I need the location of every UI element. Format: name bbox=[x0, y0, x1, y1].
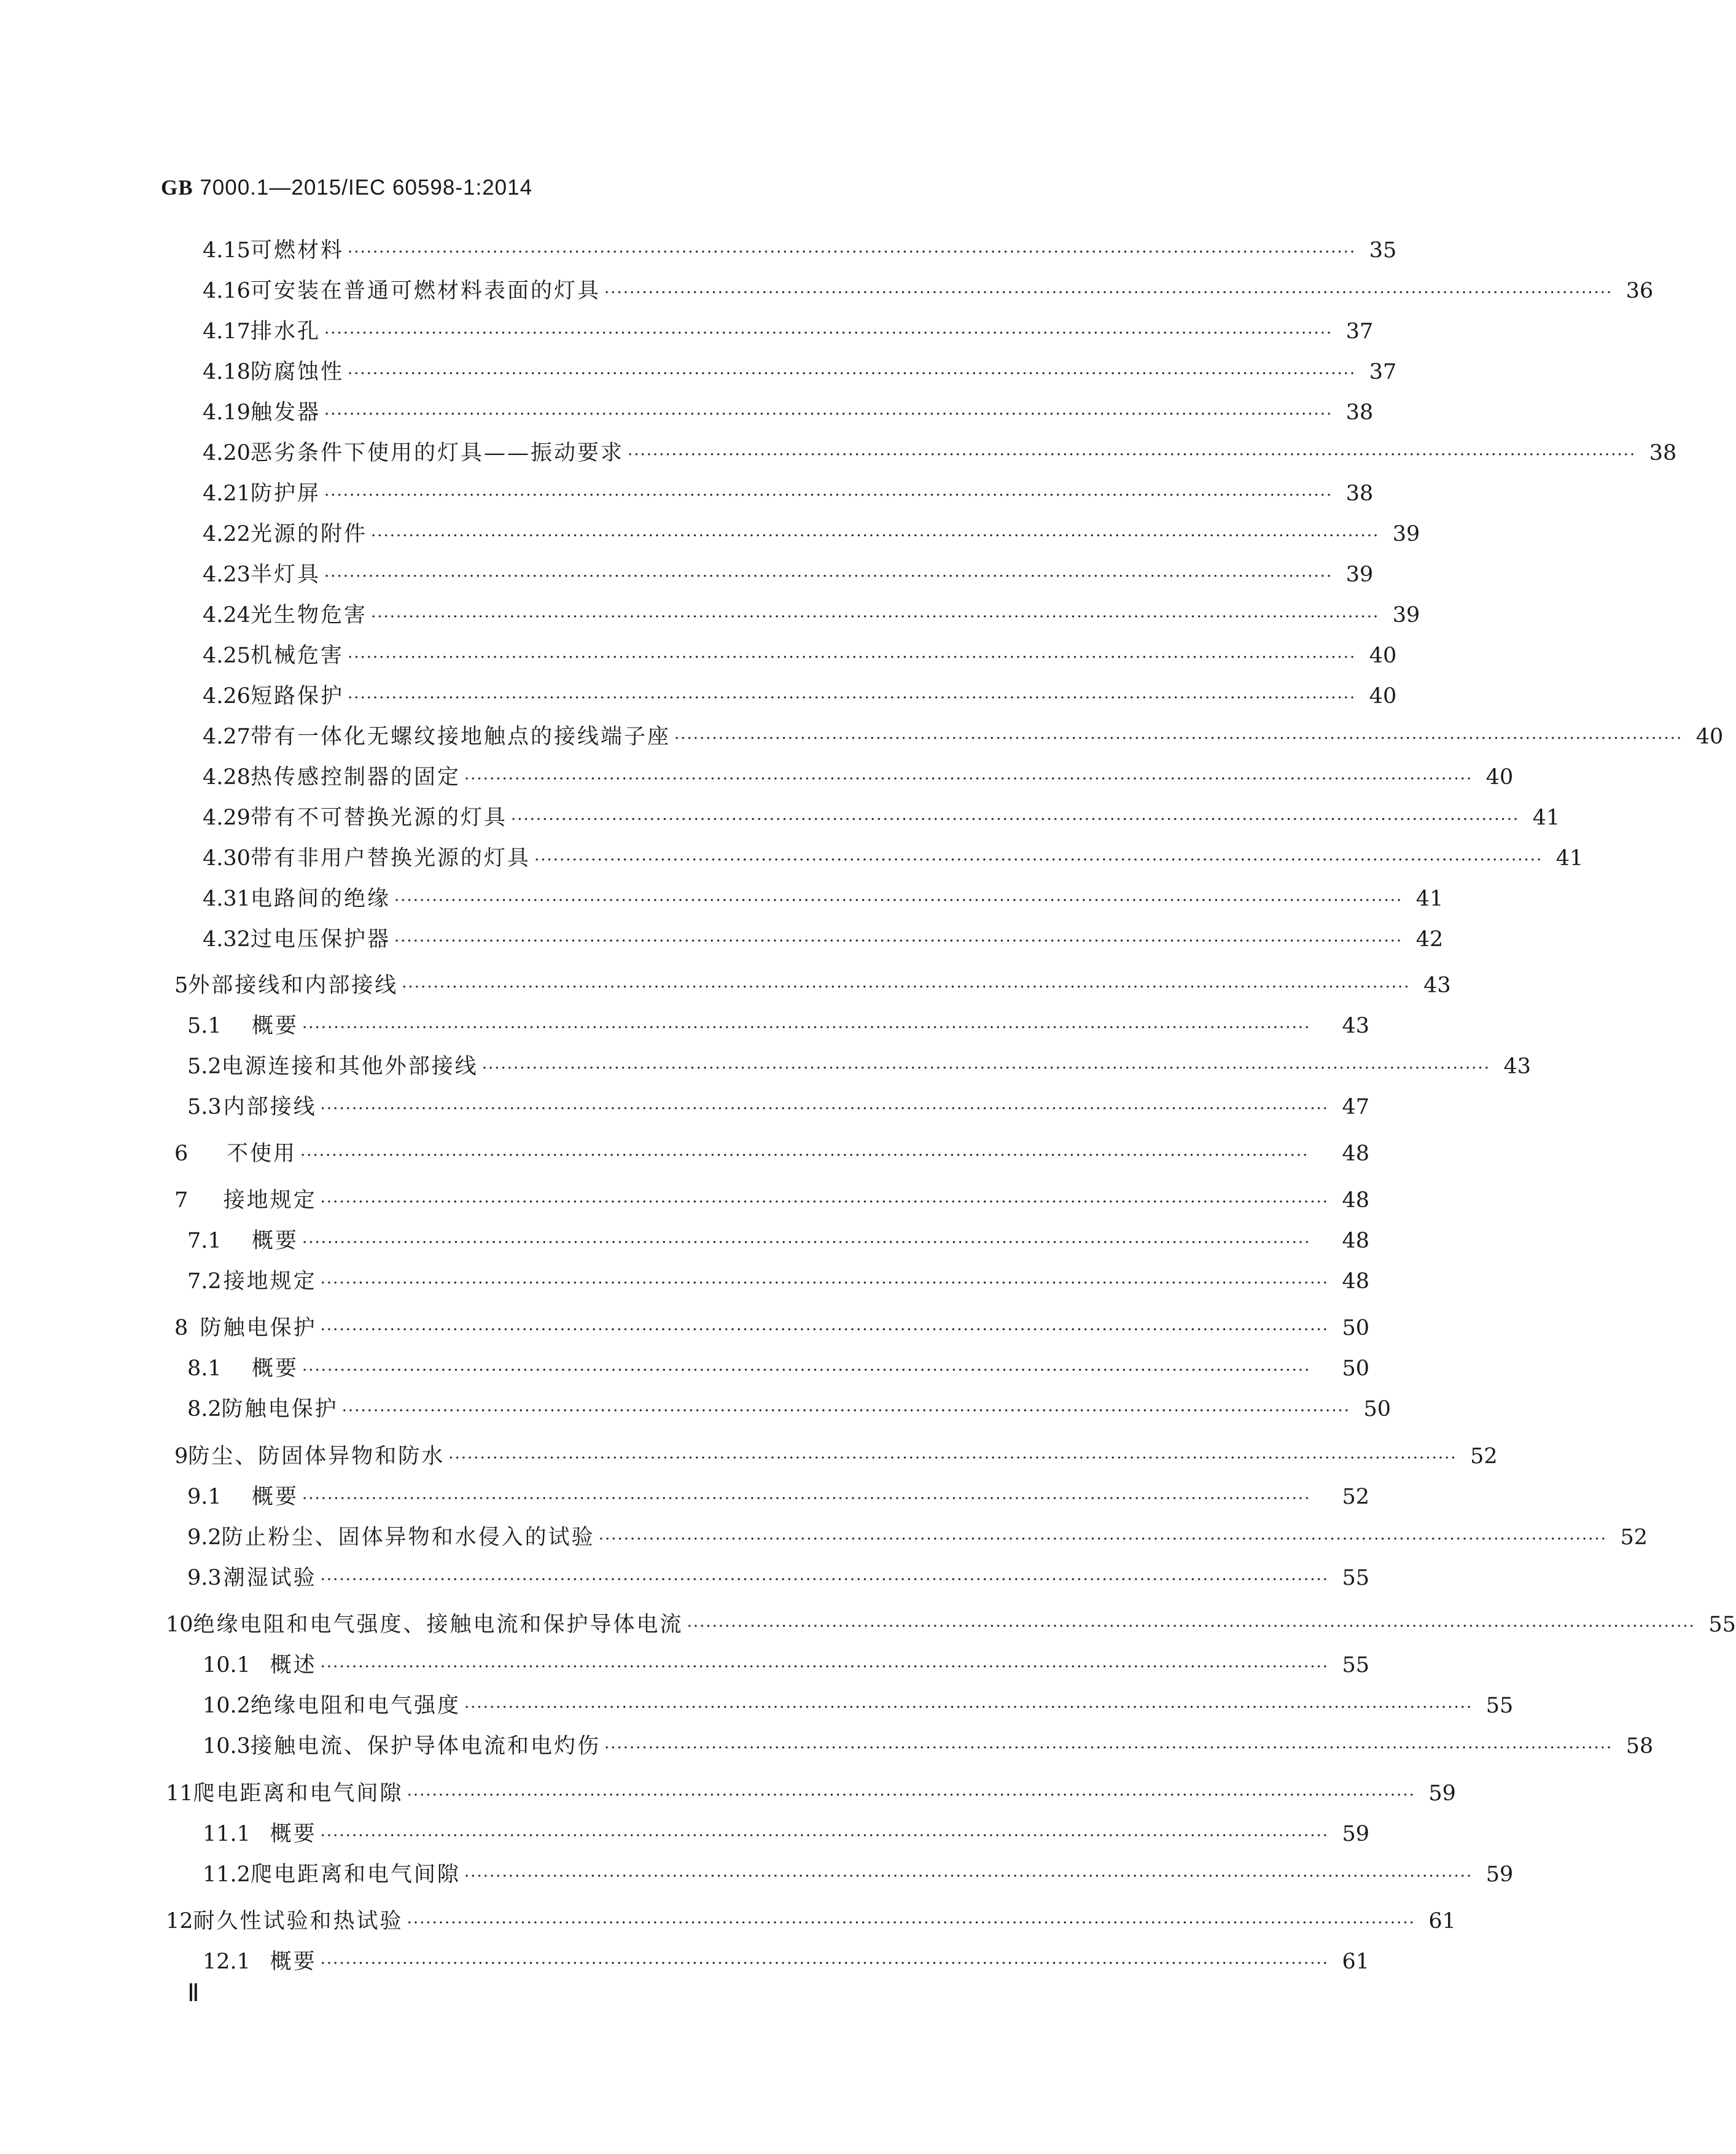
toc-entry-title: 可安装在普通可燃材料表面的灯具 bbox=[250, 279, 601, 303]
toc-entry-number: 4.17 bbox=[203, 319, 251, 344]
toc-entry-number: 10 bbox=[166, 1612, 193, 1637]
toc-entry-number: 4.18 bbox=[203, 360, 251, 384]
toc-entry-page-number: 35 bbox=[1369, 238, 1397, 263]
toc-entry[interactable] bbox=[203, 682, 1397, 711]
toc-entry[interactable] bbox=[166, 1779, 1456, 1808]
toc-entry-title: 可燃材料 bbox=[250, 238, 344, 263]
toc-entry-page-number: 48 bbox=[1342, 1141, 1369, 1166]
toc-entry-number: 4.26 bbox=[203, 684, 251, 709]
toc-entry-title: 半灯具 bbox=[250, 562, 321, 587]
toc-entry-title: 接地规定 bbox=[223, 1188, 317, 1213]
toc-entry-title: 耐久性试验和热试验 bbox=[193, 1909, 403, 1934]
toc-entry-title: 不使用 bbox=[227, 1141, 297, 1166]
toc-entry-number: 11 bbox=[166, 1781, 193, 1806]
toc-entry-number: 4.32 bbox=[203, 927, 251, 952]
toc-entry-page-number: 38 bbox=[1345, 481, 1374, 506]
toc-entry[interactable] bbox=[203, 803, 1560, 833]
toc-entry-number: 5.3 bbox=[187, 1095, 222, 1119]
dot-leader: ································································································································································ bbox=[324, 486, 1333, 505]
toc-entry-title: 概要 bbox=[270, 1822, 317, 1846]
dot-leader: ································································································································································ bbox=[481, 1059, 1491, 1078]
toc-entry-page-number: 59 bbox=[1342, 1822, 1369, 1846]
dot-leader: ································································································································································ bbox=[320, 1100, 1329, 1118]
toc-entry-number: 5 bbox=[174, 973, 189, 998]
toc-entry-number: 8 bbox=[174, 1316, 189, 1340]
toc-entry-title: 防尘、防固体异物和防水 bbox=[188, 1444, 445, 1469]
toc-entry-title: 外部接线和内部接线 bbox=[188, 973, 399, 998]
toc-entry[interactable] bbox=[187, 1523, 1648, 1552]
toc-entry-title: 接触电流、保护导体电流和电灼伤 bbox=[250, 1734, 601, 1759]
toc-entry-number: 10.3 bbox=[203, 1734, 251, 1759]
toc-entry-page-number: 58 bbox=[1625, 1734, 1654, 1759]
toc-entry-page-number: 38 bbox=[1649, 441, 1677, 465]
toc-entry[interactable] bbox=[203, 1732, 1654, 1761]
toc-entry-page-number: 52 bbox=[1342, 1485, 1369, 1509]
toc-entry-page-number: 36 bbox=[1625, 279, 1654, 303]
toc-entry-number: 5.2 bbox=[187, 1054, 222, 1079]
toc-entry[interactable] bbox=[203, 844, 1584, 873]
dot-leader: ································································································································································ bbox=[302, 1019, 1311, 1037]
toc-entry[interactable] bbox=[174, 1139, 1369, 1168]
toc-entry-title: 恶劣条件下使用的灯具——振动要求 bbox=[250, 441, 624, 465]
toc-entry-number: 4.27 bbox=[203, 725, 251, 749]
toc-entry-number: 12 bbox=[166, 1909, 193, 1934]
toc-entry-title: 带有非用户替换光源的灯具 bbox=[250, 846, 531, 871]
toc-entry-page-number: 41 bbox=[1415, 887, 1444, 911]
toc-entry-page-number: 59 bbox=[1485, 1862, 1514, 1887]
toc-entry[interactable] bbox=[203, 479, 1374, 508]
toc-entry-title: 带有不可替换光源的灯具 bbox=[250, 806, 507, 830]
toc-entry-page-number: 52 bbox=[1620, 1525, 1648, 1550]
toc-entry-title: 短路保护 bbox=[250, 684, 344, 709]
toc-entry[interactable] bbox=[187, 1563, 1369, 1593]
dot-leader: ································································································································································ bbox=[324, 567, 1333, 586]
toc-entry[interactable] bbox=[187, 1052, 1532, 1081]
toc-entry-number: 9.1 bbox=[187, 1485, 222, 1509]
toc-entry-title: 绝缘电阻和电气强度 bbox=[250, 1693, 461, 1718]
dot-leader: ································································································································································ bbox=[407, 1914, 1415, 1932]
toc-entry-title: 热传感控制器的固定 bbox=[250, 765, 461, 790]
dot-leader: ································································································································································ bbox=[604, 1739, 1613, 1757]
dot-leader: ································································································································································ bbox=[394, 932, 1403, 951]
toc-entry-page-number: 40 bbox=[1485, 765, 1514, 790]
toc-entry-number: 7.2 bbox=[187, 1269, 222, 1294]
toc-entry-number: 11.1 bbox=[203, 1822, 251, 1846]
dot-leader: ································································································································································ bbox=[347, 365, 1356, 383]
toc-entry[interactable] bbox=[203, 519, 1420, 549]
toc-entry[interactable] bbox=[203, 763, 1514, 792]
toc-entry-title: 概要 bbox=[252, 1485, 299, 1509]
toc-entry-page-number: 50 bbox=[1342, 1356, 1369, 1381]
toc-entry-page-number: 39 bbox=[1392, 603, 1420, 628]
toc-entry-number: 9 bbox=[174, 1444, 189, 1469]
dot-leader: ································································································································································ bbox=[320, 1193, 1329, 1211]
toc-entry-number: 7.1 bbox=[187, 1229, 222, 1253]
toc-entry-number: 4.24 bbox=[203, 603, 251, 628]
toc-entry-title: 爬电距离和电气间隙 bbox=[193, 1781, 403, 1806]
toc-entry[interactable] bbox=[203, 641, 1397, 671]
toc-entry-number: 8.2 bbox=[187, 1397, 222, 1421]
toc-entry[interactable] bbox=[166, 1610, 1736, 1639]
toc-entry-number: 10.1 bbox=[203, 1653, 251, 1678]
toc-entry-number: 4.20 bbox=[203, 441, 251, 465]
dot-leader: ································································································································································ bbox=[394, 892, 1403, 910]
dot-leader: ································································································································································ bbox=[300, 1146, 1309, 1165]
dot-leader: ································································································································································ bbox=[341, 1402, 1351, 1420]
toc-entry-number: 4.23 bbox=[203, 562, 251, 587]
toc-entry-number: 4.30 bbox=[203, 846, 251, 871]
toc-entry-number: 5.1 bbox=[187, 1014, 222, 1038]
dot-leader: ································································································································································ bbox=[302, 1234, 1311, 1252]
toc-entry-page-number: 50 bbox=[1342, 1316, 1369, 1340]
toc-entry[interactable] bbox=[166, 1907, 1456, 1936]
toc-entry[interactable] bbox=[174, 1442, 1498, 1471]
toc-entry-page-number: 55 bbox=[1708, 1612, 1736, 1637]
toc-entry[interactable] bbox=[203, 398, 1374, 427]
dot-leader: ································································································································································ bbox=[402, 978, 1411, 997]
toc-entry-page-number: 43 bbox=[1423, 973, 1451, 998]
toc-entry[interactable] bbox=[203, 317, 1374, 346]
toc-entry-title: 概要 bbox=[252, 1356, 299, 1381]
toc-entry-page-number: 48 bbox=[1342, 1229, 1369, 1253]
toc-entry-number: 4.15 bbox=[203, 238, 251, 263]
toc-entry-page-number: 59 bbox=[1428, 1781, 1456, 1806]
toc-entry-number: 4.29 bbox=[203, 806, 251, 830]
dot-leader: ································································································································································ bbox=[674, 729, 1683, 748]
toc-entry[interactable] bbox=[187, 1482, 1369, 1512]
toc-entry-title: 过电压保护器 bbox=[250, 927, 391, 952]
toc-entry-page-number: 55 bbox=[1485, 1693, 1514, 1718]
toc-entry[interactable] bbox=[174, 971, 1451, 1000]
dot-leader: ································································································································································ bbox=[302, 1361, 1311, 1380]
toc-entry-page-number: 55 bbox=[1342, 1653, 1369, 1678]
dot-leader: ································································································································································ bbox=[320, 1954, 1329, 1973]
toc-entry[interactable] bbox=[187, 1267, 1369, 1296]
toc-entry-title: 概述 bbox=[270, 1653, 317, 1678]
toc-entry[interactable] bbox=[203, 438, 1677, 468]
toc-entry[interactable] bbox=[203, 1691, 1514, 1720]
toc-entry-page-number: 39 bbox=[1345, 562, 1374, 587]
toc-entry-title: 电源连接和其他外部接线 bbox=[221, 1054, 478, 1079]
toc-entry-number: 4.16 bbox=[203, 279, 251, 303]
toc-entry-title: 概要 bbox=[252, 1014, 299, 1038]
toc-entry-page-number: 48 bbox=[1342, 1269, 1369, 1294]
toc-entry-title: 防腐蚀性 bbox=[250, 360, 344, 384]
toc-entry-number: 4.31 bbox=[203, 887, 251, 911]
toc-entry-page-number: 40 bbox=[1369, 684, 1397, 709]
toc-entry-number: 9.3 bbox=[187, 1566, 222, 1590]
toc-entry[interactable] bbox=[203, 357, 1397, 387]
toc-entry[interactable] bbox=[203, 276, 1654, 306]
toc-entry-page-number: 48 bbox=[1342, 1188, 1369, 1213]
toc-entry-title: 带有一体化无螺纹接地触点的接线端子座 bbox=[250, 725, 671, 749]
dot-leader: ································································································································································ bbox=[320, 1658, 1329, 1676]
toc-entry-page-number: 40 bbox=[1695, 725, 1724, 749]
dot-leader: ································································································································································ bbox=[324, 324, 1333, 343]
dot-leader: ································································································································································ bbox=[464, 770, 1473, 788]
toc-entry[interactable] bbox=[203, 601, 1420, 630]
toc-entry[interactable] bbox=[203, 1947, 1369, 1977]
standard-prefix: GB bbox=[161, 176, 193, 200]
toc-entry-title: 光源的附件 bbox=[250, 522, 367, 546]
toc-entry-title: 接地规定 bbox=[223, 1269, 317, 1294]
toc-entry[interactable] bbox=[187, 1354, 1369, 1383]
toc-entry-page-number: 50 bbox=[1363, 1397, 1392, 1421]
dot-leader: ································································································································································ bbox=[320, 1827, 1329, 1845]
toc-entry-title: 概要 bbox=[270, 1950, 317, 1974]
toc-entry-title: 内部接线 bbox=[223, 1095, 317, 1119]
toc-entry-number: 11.2 bbox=[203, 1862, 251, 1887]
dot-leader: ································································································································································ bbox=[604, 284, 1613, 302]
toc-entry-page-number: 41 bbox=[1555, 846, 1584, 871]
toc-entry[interactable] bbox=[203, 925, 1444, 954]
toc-entry[interactable] bbox=[203, 722, 1724, 752]
toc-entry-title: 电路间的绝缘 bbox=[250, 887, 391, 911]
toc-entry-title: 光生物危害 bbox=[250, 603, 367, 628]
dot-leader: ································································································································································ bbox=[464, 1867, 1473, 1886]
toc-entry-page-number: 38 bbox=[1345, 400, 1374, 425]
dot-leader: ································································································································································ bbox=[510, 811, 1520, 829]
dot-leader: ································································································································································ bbox=[302, 1490, 1311, 1508]
toc-entry-page-number: 43 bbox=[1503, 1054, 1532, 1079]
toc-entry-page-number: 37 bbox=[1345, 319, 1374, 344]
toc-entry-number: 9.2 bbox=[187, 1525, 222, 1550]
toc-entry[interactable] bbox=[203, 1860, 1514, 1889]
dot-leader: ································································································································································ bbox=[598, 1530, 1608, 1549]
toc-entry-title: 潮湿试验 bbox=[223, 1566, 317, 1590]
page-number-footer: Ⅱ bbox=[187, 1979, 200, 2007]
dot-leader: ································································································································································ bbox=[324, 405, 1333, 424]
toc-entry[interactable] bbox=[174, 1186, 1369, 1215]
toc-entry-number: 10.2 bbox=[203, 1693, 251, 1718]
toc-entry-title: 排水孔 bbox=[250, 319, 321, 344]
toc-entry-number: 6 bbox=[174, 1141, 189, 1166]
toc-entry-page-number: 61 bbox=[1428, 1909, 1456, 1934]
toc-entry-number: 4.25 bbox=[203, 643, 251, 668]
dot-leader: ································································································································································ bbox=[534, 851, 1543, 869]
toc-entry-title: 绝缘电阻和电气强度、接触电流和保护导体电流 bbox=[193, 1612, 683, 1637]
toc-entry[interactable] bbox=[203, 1819, 1369, 1849]
toc-entry-page-number: 47 bbox=[1342, 1095, 1369, 1119]
toc-entry-number: 4.21 bbox=[203, 481, 251, 506]
toc-entry[interactable] bbox=[174, 1313, 1369, 1343]
toc-entry-title: 触发器 bbox=[250, 400, 321, 425]
toc-entry-page-number: 37 bbox=[1369, 360, 1397, 384]
dot-leader: ································································································································································ bbox=[347, 243, 1356, 262]
dot-leader: ································································································································································ bbox=[347, 689, 1356, 707]
dot-leader: ································································································································································ bbox=[464, 1698, 1473, 1717]
toc-entry[interactable] bbox=[187, 1394, 1392, 1424]
dot-leader: ································································································································································ bbox=[320, 1571, 1329, 1589]
toc-entry-title: 防触电保护 bbox=[200, 1316, 317, 1340]
toc-entry-number: 4.22 bbox=[203, 522, 251, 546]
toc-entry-title: 机械危害 bbox=[250, 643, 344, 668]
toc-entry-page-number: 39 bbox=[1392, 522, 1420, 546]
toc-entry-title: 概要 bbox=[252, 1229, 299, 1253]
dot-leader: ································································································································································ bbox=[627, 446, 1637, 464]
toc-entry-page-number: 41 bbox=[1532, 806, 1560, 830]
toc-entry-number: 4.28 bbox=[203, 765, 251, 790]
toc-entry[interactable] bbox=[187, 1226, 1369, 1256]
toc-entry-title: 防止粉尘、固体异物和水侵入的试验 bbox=[221, 1525, 595, 1550]
dot-leader: ································································································································································ bbox=[320, 1321, 1329, 1339]
toc-entry[interactable] bbox=[203, 236, 1397, 265]
toc-entry-page-number: 43 bbox=[1342, 1014, 1369, 1038]
toc-entry-number: 8.1 bbox=[187, 1356, 222, 1381]
dot-leader: ································································································································································ bbox=[687, 1617, 1695, 1636]
dot-leader: ································································································································································ bbox=[320, 1274, 1329, 1293]
toc-entry-number: 12.1 bbox=[203, 1950, 251, 1974]
dot-leader: ································································································································································ bbox=[347, 648, 1356, 667]
toc-entry[interactable] bbox=[203, 1650, 1369, 1680]
toc-entry-number: 7 bbox=[174, 1188, 189, 1213]
toc-entry-title: 防护屏 bbox=[250, 481, 321, 506]
toc-entry[interactable] bbox=[187, 1092, 1369, 1122]
toc-entry[interactable] bbox=[203, 560, 1374, 589]
dot-leader: ································································································································································ bbox=[407, 1786, 1415, 1805]
toc-entry-page-number: 42 bbox=[1415, 927, 1444, 952]
toc-entry-number: 4.19 bbox=[203, 400, 251, 425]
toc-entry[interactable] bbox=[203, 884, 1444, 914]
toc-entry-page-number: 55 bbox=[1342, 1566, 1369, 1590]
toc-entry[interactable] bbox=[187, 1011, 1369, 1041]
toc-entry-title: 爬电距离和电气间隙 bbox=[250, 1862, 461, 1887]
dot-leader: ································································································································································ bbox=[370, 527, 1380, 545]
toc-entry-page-number: 61 bbox=[1342, 1950, 1369, 1974]
toc-entry-title: 防触电保护 bbox=[221, 1397, 338, 1421]
toc-entry-page-number: 40 bbox=[1369, 643, 1397, 668]
dot-leader: ································································································································································ bbox=[448, 1449, 1457, 1468]
dot-leader: ································································································································································ bbox=[370, 608, 1380, 626]
standard-number: 7000.1—2015/IEC 60598-1:2014 bbox=[200, 176, 533, 200]
toc-entry-page-number: 52 bbox=[1470, 1444, 1498, 1469]
